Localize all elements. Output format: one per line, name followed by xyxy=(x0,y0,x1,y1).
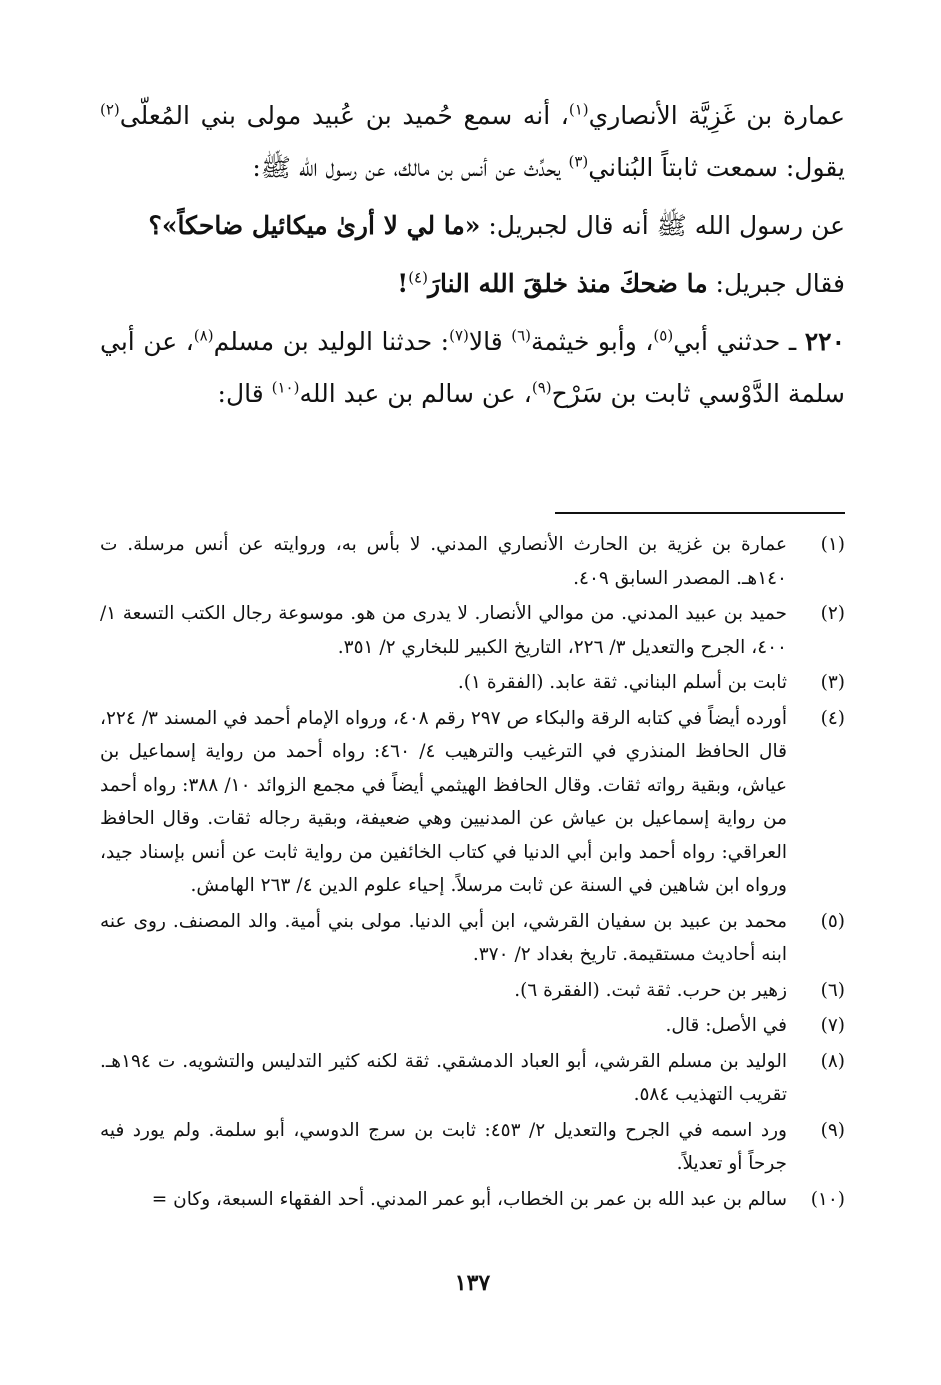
text-span: عن رسول الله ﷺ أنه قال لجبريل: xyxy=(480,211,845,240)
footnote-number: (٩) xyxy=(820,1119,845,1141)
footnote-ref[interactable]: (١) xyxy=(568,100,589,119)
footnote-ref[interactable]: (١٠) xyxy=(271,378,300,397)
paragraph-hadith-question xyxy=(100,200,845,252)
text-span: قال: xyxy=(217,379,272,408)
text-span: : حدثنا الوليد بن مسلم xyxy=(213,327,450,356)
footnote-text: عمارة بن غزية بن الحارث الأنصاري المدني. لا بأس به، وروايته عن أنس مرسلة. ت ١٤٠هـ. المصدر السابق ٤٠٩. xyxy=(100,534,787,589)
text-span: يحدِّث عن أنس بن مالك، عن رسول الله ﷺ: xyxy=(252,153,569,182)
footnote-number: (٥) xyxy=(820,910,845,932)
footnote-number: (٤) xyxy=(820,707,845,729)
footnote-number: (٣) xyxy=(820,672,845,693)
paragraph-isnad xyxy=(100,90,845,194)
footnote-number: (٧) xyxy=(820,1015,845,1036)
text-span: ، عن سالم بن عبد الله xyxy=(299,379,532,408)
text-span: ـ حدثني أبي xyxy=(673,327,805,356)
footnote-number: (١٠) xyxy=(810,1188,845,1210)
footnote-text: ثابت بن أسلم البناني. ثقة عابد. (الفقرة ١). xyxy=(457,672,787,693)
footnote-item xyxy=(100,905,845,972)
footnote-item xyxy=(100,597,845,664)
footnote-item xyxy=(100,666,845,700)
book-page xyxy=(100,90,845,1340)
page-number: ١٣٧ xyxy=(454,1270,491,1296)
paragraph-hadith-answer xyxy=(100,258,845,310)
footnote-item xyxy=(100,1183,845,1217)
footnote-ref[interactable]: (٩) xyxy=(531,378,552,397)
footnote-number: (٢) xyxy=(820,603,845,624)
footnote-ref[interactable]: (٦) xyxy=(511,326,532,345)
footnote-item xyxy=(100,1114,845,1181)
footnote-ref[interactable]: (٥) xyxy=(653,326,674,345)
paragraph-hadith-220 xyxy=(100,316,845,420)
footnote-item xyxy=(100,702,845,903)
footnote-item xyxy=(100,1009,845,1043)
text-span: ، عن أبي سلمة الدَّوْسي ثابت بن سَرْح xyxy=(100,327,845,408)
text-span: عمارة بن غَزِيَّة الأنصاري xyxy=(588,101,845,130)
text-span: قالا xyxy=(468,327,512,356)
main-text xyxy=(100,90,845,420)
hadith-number: ٢٢٠ xyxy=(804,327,846,356)
footnote-text: محمد بن عبيد بن سفيان القرشي، ابن أبي الدنيا. مولى بني أمية. والد المصنف. روى عنه ابنه أحاديث مستقيمة. تاريخ بغداد ٢/ ٣٧٠. xyxy=(100,910,787,965)
footnote-ref[interactable]: (٨) xyxy=(193,326,214,345)
text-span: فقال جبريل: xyxy=(707,269,845,298)
footnote-number: (٦) xyxy=(820,979,845,1001)
footnote-text: ورد اسمه في الجرح والتعديل ٢/ ٤٥٣: ثابت بن سرج الدوسي، أبو سلمة. ولم يورد فيه جرحاً أو تعديلاً. xyxy=(100,1119,787,1174)
footnote-ref[interactable]: (٢) xyxy=(100,100,120,119)
footnote-text: أورده أيضاً في كتابه الرقة والبكاء ص ٢٩٧ رقم ٤٠٨، ورواه الإمام أحمد في المسند ٣/ ٢٢٤، قال الحافظ المنذري في الترغيب والترهيب ٤/ ٤٦٠: رواه أحمد من رواية إسماعيل بن عياش، وبقية رواته ثقات. وقال الحافظ الهيثمي أيضاً في مجمع الزوائد ١٠/ ٣٨٨: رواه أحمد من رواية إسماعيل بن عياش عن المدنيين وهي ضعيفة، وبقية رجاله ثقات. وقال الحافظ العراقي: رواه أحمد وابن أبي الدنيا في كتاب الخائفين من رواية ثابت عن أنس بإسناد جيد، ورواه ابن شاهين في السنة عن ثابت مرسلاً. إحياء علوم الدين ٤/ ٢٦٣ الهامش. xyxy=(100,707,787,896)
footnote-item xyxy=(100,528,845,595)
footnotes-section xyxy=(100,528,845,1218)
footnote-text: الوليد بن مسلم القرشي، أبو العباد الدمشقي. ثقة لكنه كثير التدليس والتشويه. ت ١٩٤هـ. تقريب التهذيب ٥٨٤. xyxy=(100,1050,787,1105)
text-span: ، أنه سمع حُميد بن عُبيد مولى بني المُعلّى xyxy=(119,101,569,130)
text-span: يقول: سمعت ثابتاً البُناني xyxy=(588,153,845,182)
text-span: ! xyxy=(397,269,409,298)
hadith-quote: «ما لي لا أرىٰ ميكائيل ضاحكاً»؟ xyxy=(148,211,481,240)
text-span: ، وأبو خيثمة xyxy=(531,327,654,356)
footnote-text: زهير بن حرب. ثقة ثبت. (الفقرة ٦). xyxy=(514,979,787,1001)
footnote-separator xyxy=(555,512,845,514)
footnote-ref[interactable]: (٤) xyxy=(408,268,428,287)
footnote-item xyxy=(100,1045,845,1112)
footnote-text: في الأصل: قال. xyxy=(665,1015,787,1036)
footnote-ref[interactable]: (٧) xyxy=(449,326,469,345)
footnote-text: سالم بن عبد الله بن عمر بن الخطاب، أبو عمر المدني. أحد الفقهاء السبعة، وكان = xyxy=(151,1188,787,1210)
footnote-number: (٨) xyxy=(820,1050,845,1072)
footnote-item xyxy=(100,974,845,1008)
footnote-text: حميد بن عبيد المدني. من موالي الأنصار. لا يدرى من هو. موسوعة رجال الكتب التسعة ١/ ٤٠٠، الجرح والتعديل ٣/ ٢٢٦، التاريخ الكبير للبخاري ٢/ ٣٥١. xyxy=(100,603,787,658)
hadith-quote: ما ضحكَ منذ خلقَ الله النارَ xyxy=(427,269,708,298)
footnote-ref[interactable]: (٣) xyxy=(568,152,589,171)
footnote-number: (١) xyxy=(820,534,845,555)
